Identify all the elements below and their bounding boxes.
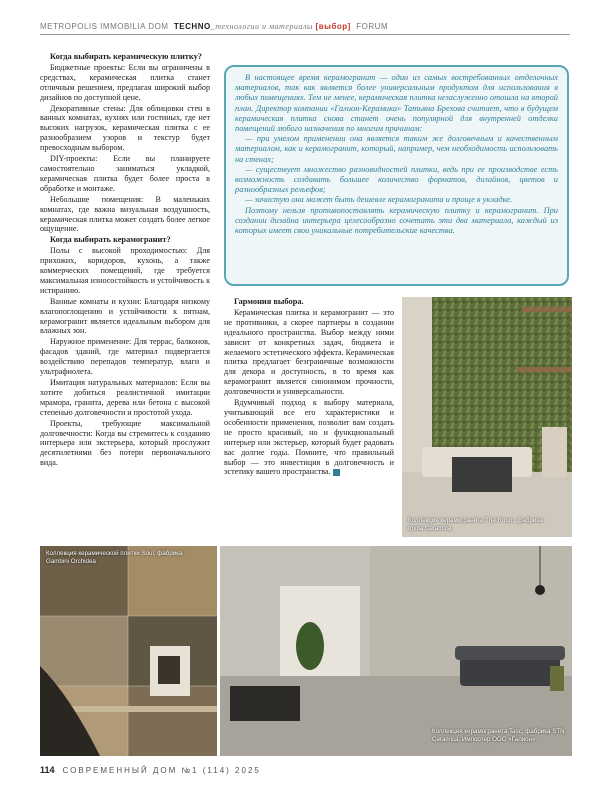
quote-paragraph: — существует множество разновидностей плитки, ведь при ее производстве есть возможность создавать большее количество форматов, дизайнов, цветов и разнообразных рельефов; (235, 164, 558, 195)
expert-quote-box (224, 65, 569, 286)
living-room-illustration (220, 546, 572, 756)
page-footer (40, 765, 261, 775)
header-brand: METROPOLIS IMMOBILIA DOM (40, 22, 169, 31)
paragraph: DIY-проекты: Если вы планируете самостоятельно заниматься укладкой, керамическая плитка будет более проста в обработке и монтаже. (40, 154, 210, 193)
quote-paragraph: — зачастую она может быть дешевле керамогранита и проще в укладке. (245, 195, 513, 205)
heading-when-ceramic: Когда выбирать керамическую плитку? (50, 52, 202, 61)
photo-caption: Коллекция керамической плитки Soul, фабрика Gambini Orchidea (46, 550, 183, 565)
header-section: TECHNO (173, 22, 211, 31)
paragraph: Керамическая плитка и керамогранит — это не противники, а скорее партнеры в создании идеального пространства. Выбор между ними зависит от конкретных задач, бюджета и желаемого эстетического эффекта. Керамическая плитка предлагает безграничные возможности для декора и доступность, в то время как керамогранит является синонимом прочности, долговечности и универсальности. (224, 307, 394, 397)
page-number: 114 (40, 765, 55, 775)
tile-wall-illustration (40, 546, 217, 756)
paragraph: Бюджетные проекты: Если вы ограничены в средствах, керамическая плитка станет отличным решением, предлагая широкий выбор дизайнов по доступной цене. (40, 62, 210, 102)
paragraph: Декоративные стены: Для облицовки стен в ванных комнатах, кухнях или гостиных, где нет высоких нагрузок, керамическая плитка с ее разнообразием узоров и текстур будет превосходным выбором. (40, 103, 210, 153)
photo-green-wall-interior (402, 297, 572, 537)
middle-column (224, 297, 394, 478)
quote-paragraph: В настоящее время керамогранит — один из самых востребованных отделочных материалов, так как является более универсальным продуктом для использования в любых помещениях. Тем не менее, керамическая плитка незаслуженно отошла на второй план. Директор компании «Галион-Керамика» Татьяна Брехова считает, что в будущем керамическая плитка снова станет очень популярной для внутренней отделки помещений любого назначения по многим причинам: (235, 73, 558, 134)
photo-caption: Коллекция керамогранита The Room, фабрика Imola Ceramica (408, 517, 543, 532)
paragraph: Ванные комнаты и кухни: Благодаря низкому влагопоглощению и устойчивости к пятнам, керамогранит является идеальным выбором для влажных зон. (40, 296, 210, 336)
paragraph: Небольшие помещения: В маленьких комнатах, где важна визуальная воздушность, керамическая плитка может создать более легкое ощущение. (40, 194, 210, 234)
header-forum: FORUM (356, 22, 389, 31)
quote-paragraph: Поэтому нельзя противопоставлять керамическую плитку и керамогранит. При создании дизайна интерьера целесообразно сочетать эти два материала, каждый из которых имеет свои уникальные потребительские качества. (235, 205, 558, 236)
photo-grey-living-room (220, 546, 572, 756)
heading-when-porcelain: Когда выбирать керамогранит? (50, 235, 171, 245)
header-tag: [выбор] (315, 22, 351, 31)
paragraph: Имитация натуральных материалов: Если вы хотите добиться реалистичной имитации мрамора, гранита, дерева или бетона с высокой степенью долговечности и простотой ухода. (40, 378, 210, 417)
heading-harmony: Гармония выбора. (234, 297, 304, 306)
paragraph: Вдумчивый подход к выбору материала, учитывающий все его характеристики и особенности применения, позволит вам создать не просто красивый, но и функциональный интерьер или экстерьер, который будет радовать вас долгие годы. Помните, что правильный выбор — это инвестиция в долговечность и эстетику вашего пространства. (224, 398, 394, 477)
photo-tiled-wall (40, 546, 217, 756)
quote-paragraph: — при умелом применении она является таким же долговечным и качественным материалом, как и керамогранит, который, например, чем необходимость использовать на стенах; (235, 134, 558, 164)
paragraph: Наружное применение: Для террас, балконов, фасадов зданий, где материал подвергается воздействию перепадов температур, влаги и ультрафиолета. (40, 337, 210, 377)
running-header (40, 22, 570, 31)
paragraph: Проекты, требующие максимальной долговечности: Когда вы стремитесь к созданию интерьера или экстерьера, который прослужит десятилетиями без потери первоначального вида. (40, 418, 210, 468)
photo-caption: Коллекция керамогранита Tasc, фабрика STN Ceramica. Импортер ООО «Галион» (432, 728, 565, 743)
paragraph: Полы с высокой проходимостью: Для прихожих, коридоров, кухонь, а также коммерческих помещений, где требуется максимальная износостойкость и устойчивость к истиранию. (40, 246, 210, 295)
green-wall-illustration (402, 297, 572, 537)
header-divider (40, 34, 570, 35)
magazine-title: СОВРЕМЕННЫЙ ДОМ №1 (114) 2025 (62, 766, 261, 775)
end-of-article-mark (333, 469, 340, 476)
left-column (40, 52, 210, 469)
header-subsection: _технологии и материалы (210, 22, 313, 31)
